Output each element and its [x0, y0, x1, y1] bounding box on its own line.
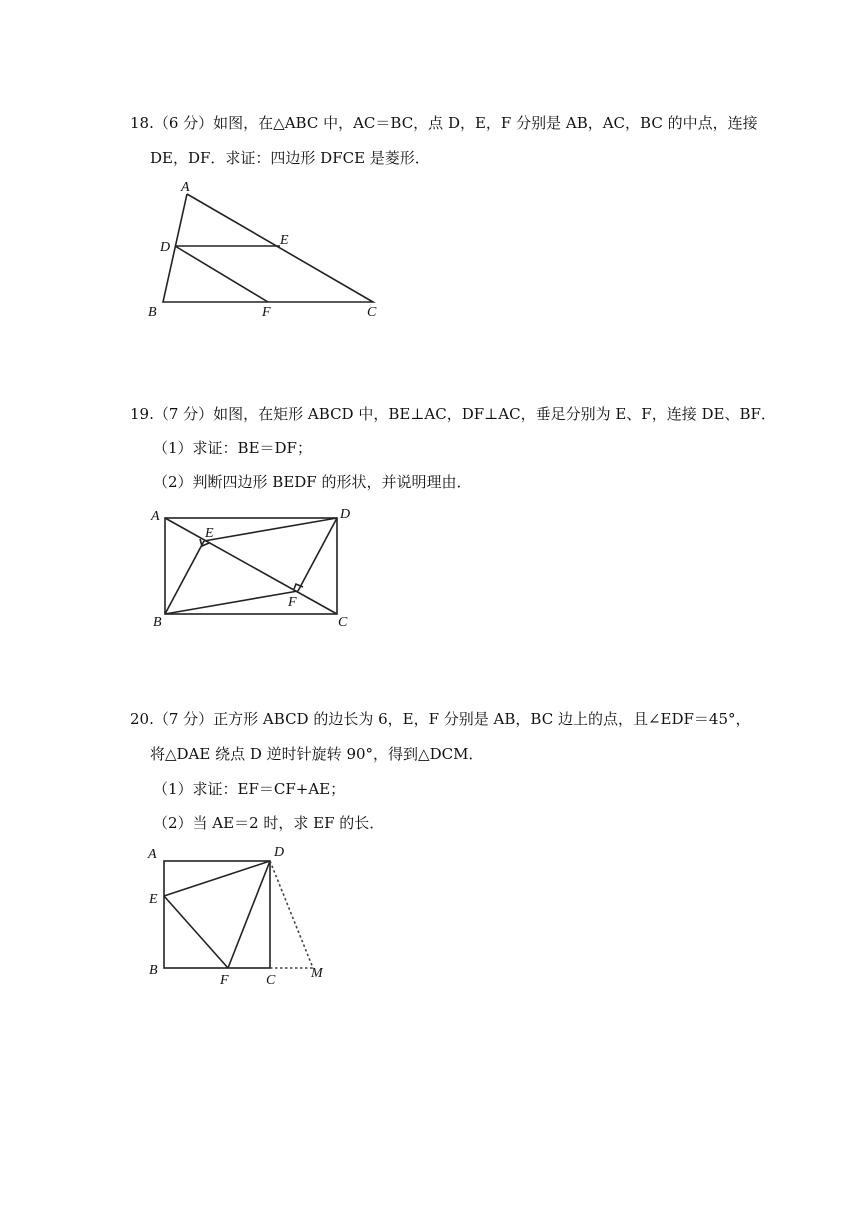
q20-line1: 20.（7 分）正方形 ABCD 的边长为 6，E，F 分别是 AB，BC 边上的点，且∠EDF＝45°， [130, 710, 751, 728]
q20-label-c: C [266, 973, 276, 988]
q18-label-a: A [181, 180, 190, 195]
q19-figure [150, 507, 350, 630]
q18-figure [148, 180, 377, 320]
q19-label-f: F [288, 595, 297, 610]
q18-segment-df [175, 246, 268, 302]
q20-label-b: B [149, 963, 158, 978]
q20-segment-de [164, 861, 270, 896]
q19-segment-bf [165, 591, 298, 614]
q20-label-m: M [311, 966, 323, 981]
q19-segment-de [204, 518, 337, 541]
q18-line2: DE，DF．求证：四边形 DFCE 是菱形． [150, 149, 430, 167]
q18-line1: 18.（6 分）如图，在△ABC 中，AC＝BC，点 D，E，F 分别是 AB，AC，BC 的中点，连接 [130, 114, 758, 132]
q19-segment-be [165, 541, 204, 614]
q20-label-a: A [148, 847, 157, 862]
q20-segment-df [228, 861, 270, 968]
q19-label-a: A [151, 509, 160, 524]
q19-label-e: E [205, 526, 214, 541]
q20-label-e: E [149, 892, 158, 907]
q20-label-d: D [274, 845, 285, 860]
q19-line1: 19.（7 分）如图，在矩形 ABCD 中，BE⊥AC，DF⊥AC，垂足分别为 E、F，连接 DE、BF． [130, 405, 776, 423]
q20-segment-ef [164, 896, 228, 968]
q19-label-b: B [153, 615, 162, 630]
q20-part2: （2）当 AE＝2 时，求 EF 的长． [153, 814, 385, 832]
q20-label-f: F [220, 973, 229, 988]
q18-label-f: F [262, 305, 271, 320]
q20-figure [147, 845, 324, 988]
q18-label-c: C [367, 305, 377, 320]
q20-line2: 将△DAE 绕点 D 逆时针旋转 90°，得到△DCM． [150, 745, 484, 763]
q19-part2: （2）判断四边形 BEDF 的形状，并说明理由． [153, 473, 472, 491]
q18-label-d: D [160, 240, 171, 255]
q19-segment-df [298, 518, 337, 591]
q18-label-e: E [280, 233, 289, 248]
q19-label-d: D [340, 507, 351, 522]
q18-label-b: B [148, 305, 157, 320]
q20-segment-dm [270, 861, 313, 968]
q19-label-c: C [338, 615, 348, 630]
q19-part1: （1）求证：BE＝DF； [153, 439, 312, 457]
q20-part1: （1）求证：EF＝CF+AE； [153, 780, 346, 798]
q18-triangle-abc [163, 194, 373, 302]
